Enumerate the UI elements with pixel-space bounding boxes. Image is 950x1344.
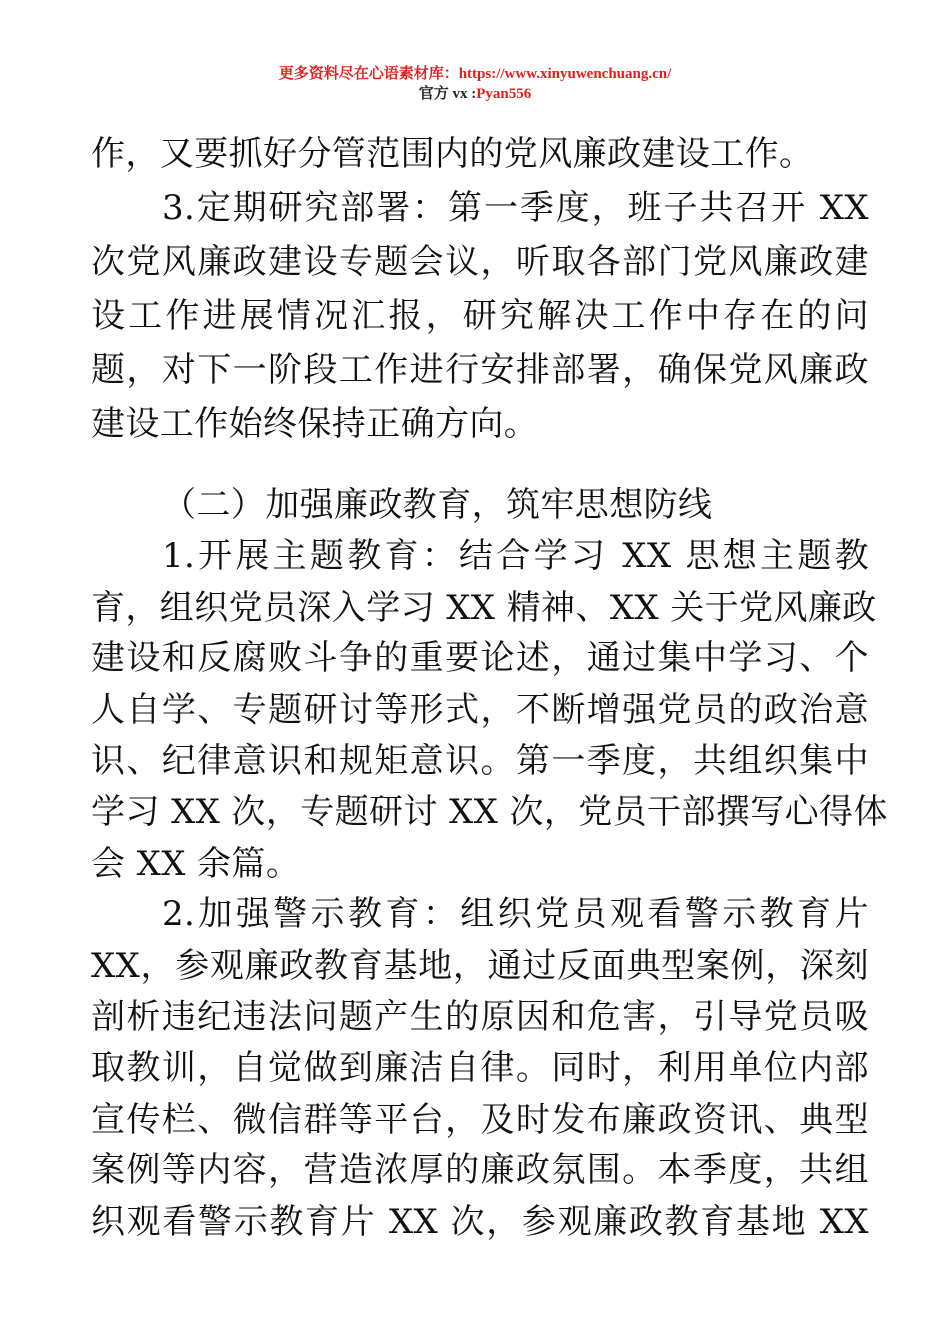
wechat-id: Pyan556 — [476, 86, 532, 102]
text-line: 建设和反腐败斗争的重要论述，通过集中学习、个 — [91, 638, 869, 678]
text-line: 会 XX 余篇。 — [91, 844, 301, 884]
text-line: 建设工作始终保持正确方向。 — [91, 404, 539, 444]
text-line: 案例等内容，营造浓厚的廉政氛围。本季度，共组 — [91, 1150, 869, 1190]
text-line: XX，参观廉政教育基地，通过反面典型案例，深刻 — [91, 946, 869, 986]
watermark-line-1 — [0, 64, 950, 84]
text-line: 3.定期研究部署：第一季度，班子共召开 XX — [162, 188, 869, 228]
text-line: 2.加强警示教育：组织党员观看警示教育片 — [162, 894, 869, 934]
watermark-line-2 — [0, 84, 950, 104]
watermark-header — [0, 64, 950, 104]
text-line: 学习 XX 次，专题研讨 XX 次，党员干部撰写心得体 — [91, 792, 888, 832]
text-line: 设工作进展情况汇报，研究解决工作中存在的问 — [91, 296, 869, 336]
text-line: 人自学、专题研讨等形式，不断增强党员的政治意 — [91, 690, 869, 730]
watermark-url[interactable]: https://www.xinyuwenchuang.cn/ — [458, 66, 672, 82]
text-line: 识、纪律意识和规矩意识。第一季度，共组织集中 — [91, 741, 869, 781]
text-line: 1.开展主题教育：结合学习 XX 思想主题教 — [162, 536, 869, 576]
text-line: 剖析违纪违法问题产生的原因和危害，引导党员吸 — [91, 997, 869, 1037]
section-heading: （二）加强廉政教育，筑牢思想防线 — [162, 485, 713, 525]
watermark-label: 更多资料尽在心语素材库： — [278, 66, 459, 82]
wechat-label: 官方 vx : — [418, 86, 477, 102]
text-line: 次党风廉政建设专题会议，听取各部门党风廉政建 — [91, 242, 869, 282]
text-line: 作，又要抓好分管范围内的党风廉政建设工作。 — [91, 134, 814, 174]
text-line: 取教训，自觉做到廉洁自律。同时，利用单位内部 — [91, 1048, 869, 1088]
text-line: 宣传栏、微信群等平台，及时发布廉政资讯、典型 — [91, 1100, 869, 1140]
text-line: 题，对下一阶段工作进行安排部署，确保党风廉政 — [91, 350, 869, 390]
text-line: 育，组织党员深入学习 XX 精神、XX 关于党风廉政 — [91, 588, 877, 628]
text-line: 织观看警示教育片 XX 次，参观廉政教育基地 XX — [91, 1202, 869, 1242]
